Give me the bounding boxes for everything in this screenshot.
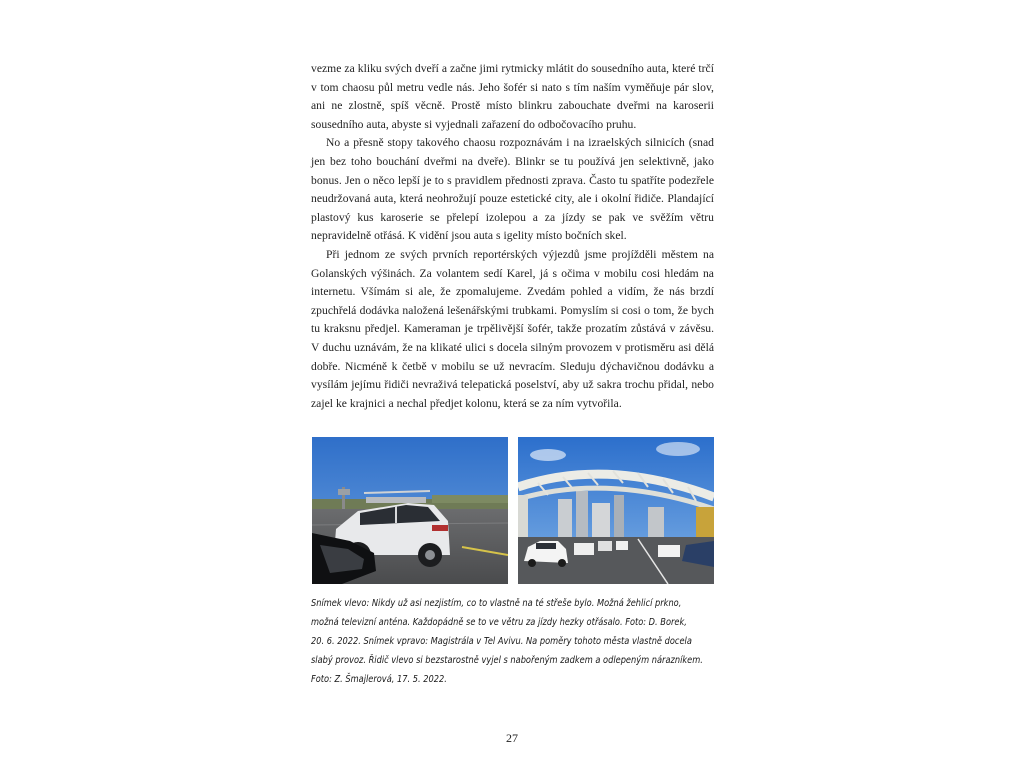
caption-line: Snímek vlevo: Nikdy už asi nezjistím, co to vlastně na té střeše bylo. Možná žehlicí prkno, bbox=[311, 598, 682, 609]
paragraph-2: No a přesně stopy takového chaosu rozpoznávám i na izraelských silnicích (snad jen bez toho bouchání dveřmi na dveře). Blinkr se tu používá jen selektivně, jako bonus. Jen o něco lepší je to s pravidlem přednosti zprava. Často tu spatříte podezřele neudržovaná auta, která neohrožují pouze estetické city, ale i okolní řidiče. Plandající plastový kus karoserie se přelepí izolepou a za jízdy se pak ve svěžím větru nepravidelně otřásá. K vidění jsou auta s igelity místo bočních skel. bbox=[311, 136, 714, 243]
caption-line: možná televizní anténa. Každopádně se to ve větru za jízdy hezky otřásalo. Foto: D. Borek, bbox=[311, 617, 687, 628]
caption-line: slabý provoz. Řidič vlevo si bezstarostně vyjel s nabořeným zadkem a odlepeným nárazníkem. bbox=[311, 655, 703, 666]
page-number: 27 bbox=[506, 731, 518, 745]
paragraph-1: vezme za kliku svých dveří a začne jimi rytmicky mlátit do sousedního auta, které trčí v tom chaosu půl metru vedle nás. Jeho šofér si nato s tím naším vyměňuje pár slov, ani ne zlostně, spíš věcně. Prostě místo blinkru zabouchate dveřmi na karoserii sousedního auta, abyste si vyjednali zařazení do odbočovacího pruhu. bbox=[311, 62, 714, 131]
caption-line: Foto: Z. Šmajlerová, 17. 5. 2022. bbox=[311, 674, 447, 685]
paragraph-3: Při jednom ze svých prvních reportérských výjezdů jsme projížděli městem na Golanských výšinách. Za volantem sedí Karel, já s očima v mobilu cosi hledám na internetu. Všímám si ale, že zpomalujeme. Zvedám pohled a vidím, že nás brzdí zpuchřelá dodávka naložená lešenářskými trubkami. Pomyslím si cosi o tom, že bych tu kraksnu předjel. Kameraman je trpělivější šofér, takže prozatím zůstává v závěsu. V duchu uznávám, že na klikaté ulici s docela silným provozem v protisměru asi dělá dobře. Nicméně k četbě v mobilu se už nevracím. Sleduju dýchavičnou dodávku a vysílám jejímu řidiči nevraživá telepatická poselství, aby už sakra trochu přidal, nebo zajel ke krajnici a nechal předjet kolonu, která se za ním vytvořila. bbox=[311, 247, 714, 410]
photo-caption bbox=[311, 594, 703, 689]
photo-left-suv-with-roof-load bbox=[312, 437, 508, 584]
photo-pair bbox=[312, 437, 714, 584]
body-text bbox=[311, 60, 714, 413]
photo-right-tel-aviv-highway bbox=[518, 437, 714, 584]
caption-line: 20. 6. 2022. Snímek vpravo: Magistrála v Tel Avivu. Na poměry tohoto města vlastně docela bbox=[311, 636, 692, 647]
